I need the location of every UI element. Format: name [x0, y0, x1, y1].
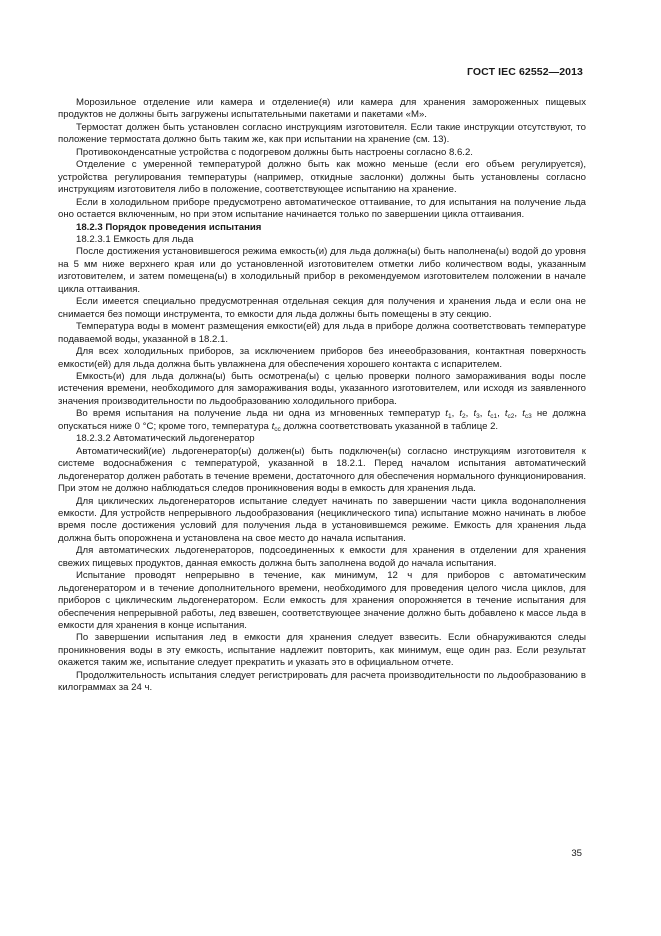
- paragraph-temperatures: [58, 408, 586, 433]
- paragraph: Для всех холодильных приборов, за исключением приборов без инееобразования, контактная поверхность емкости(ей) для льда должна быть увлажнена для обеспечения хорошего контакта с испарителем.: [58, 346, 586, 370]
- subscript: c1: [490, 413, 498, 421]
- paragraph: Если имеется специально предусмотренная отдельная секция для получения и хранения льда и если она не снимается без помощи инструмента, то емкости для льда должны быть помещены в эту секцию.: [58, 296, 586, 320]
- symbol-t: t: [473, 408, 477, 420]
- paragraph: Испытание проводят непрерывно в течение, как минимум, 12 ч для приборов с автоматическим льдогенератором и в течение дополнительного времени, необходимого для проведения целого числа циклов, для приборов с циклическим льдогенератором. Если емкость для хранения опорожняется в течение испытания для обеспечения непрерывной работы, лед взвешен, соответствующее значение должно быть добавлено к массе льда в емкости для хранения в конце испытания.: [58, 570, 586, 632]
- paragraph: По завершении испытания лед в емкости для хранения следует взвесить. Если обнаруживаются следы проникновения воды в эту емкость, испытание надлежит повторить, как минимум, еще один раз. Если результат окажется таким же, испытание следует прекратить и указать это в официальном отчете.: [58, 632, 586, 669]
- symbol-t: t: [522, 408, 525, 420]
- section-heading: 18.2.3 Порядок проведения испытания: [76, 221, 262, 233]
- symbol-t: t: [271, 420, 275, 432]
- subscript: 2: [462, 413, 466, 421]
- paragraph: Морозильное отделение или камера и отделение(я) или камера для хранения замороженных пищевых продуктов не должны быть загружены испытательными пакетами и пакетами «М».: [58, 97, 586, 121]
- symbol-t: t: [459, 408, 463, 420]
- paragraph: Для автоматических льдогенераторов, подсоединенных к емкости для хранения в отделении для хранения свежих пищевых продуктов, данная емкость должна быть заполнена водой до начала испытания.: [58, 545, 586, 569]
- page-number: 35: [571, 848, 582, 859]
- symbol-t: t: [445, 408, 448, 420]
- separator: ,: [465, 408, 474, 420]
- page-body: [58, 97, 586, 695]
- paragraph-text: Во время испытания на получение льда ни одна из мгновенных температур: [76, 408, 441, 420]
- paragraph: После достижения установившегося режима емкость(и) для льда должна(ы) быть наполнена(ы) водой до уровня на 5 мм ниже верхнего края или до установленной изготовителем отметки либо количеством воды, указанным изготовителем, и затем помещена(ы) в холодильный прибор в рекомендуемом изготовителем положении в начале цикла оттаивания.: [58, 246, 586, 295]
- subsection-heading: 18.2.3.1 Емкость для льда: [76, 233, 194, 245]
- paragraph: Продолжительность испытания следует регистрировать для расчета производительности по льдообразованию в килограммах за 24 ч.: [58, 669, 586, 694]
- subscript: 3: [476, 413, 480, 421]
- separator: ,: [514, 408, 523, 420]
- subsection-heading: 18.2.3.2 Автоматический льдогенератор: [76, 433, 255, 445]
- paragraph: Емкость(и) для льда должна(ы) быть осмотрена(ы) с целью проверки полного замораживания воды после истечения времени, необходимого для замораживания воды, указанного изготовителем, или исходя из заявленного значения производительности по льдообразованию холодильного прибора.: [58, 370, 586, 407]
- subscript: c2: [507, 413, 515, 421]
- paragraph: Противоконденсатные устройства с подогревом должны быть настроены согласно 8.6.2.: [76, 146, 473, 158]
- paragraph: Для циклических льдогенераторов испытание следует начинать по завершении части цикла водонаполнения емкости. Для устройств непрерывного льдообразования (нециклического типа) испытание можно начинать в любое время после достижения условий для получения льда в установившемся режиме. Емкость для хранения льда должна быть опорожнена и установлена на свое место до начала испытания.: [58, 495, 586, 544]
- paragraph: Термостат должен быть установлен согласно инструкциям изготовителя. Если такие инструкции отсутствуют, то положение термостата должно быть таким же, как при испытании на хранение (см. 13).: [58, 121, 586, 146]
- paragraph: Если в холодильном приборе предусмотрено автоматическое оттаивание, то для испытания на получение льда оно остается включенным, но при этом испытание начинается только по завершении цикла оттаивания.: [58, 196, 586, 221]
- subscript: 1: [447, 413, 452, 421]
- symbol-t: t: [487, 408, 491, 420]
- separator: ,: [497, 408, 505, 420]
- separator: ,: [479, 408, 488, 420]
- paragraph: Автоматический(ие) льдогенератор(ы) должен(ы) быть подключен(ы) согласно инструкциям изготовителя к системе водоснабжения с температурой, указанной в 18.2.1. Перед началом испытания автоматический льдогенератор должен работать в течение времени, достаточного для обеспечения нормального функционирования. При этом не должно наблюдаться следов проникновения воды в емкость для хранения льда.: [58, 445, 586, 495]
- paragraph: Температура воды в момент размещения емкости(ей) для льда в приборе должна соответствовать температуре подаваемой воды, указанной в 18.2.1.: [58, 321, 586, 345]
- separator: ,: [451, 408, 460, 420]
- standard-number: ГОСТ IEC 62552—2013: [466, 66, 583, 78]
- symbol-t: t: [504, 408, 508, 420]
- subscript: cc: [274, 425, 281, 433]
- paragraph: Отделение с умеренной температурой должно быть как можно меньше (если его объем регулируется), устройства регулирования температуры (например, откидные заслонки) должны быть установлены согласно инструкциям изготовителя либо в положение, соответствующее испытанию на хранение.: [58, 159, 586, 196]
- paragraph-text: не должна опускаться ниже 0 °С; кроме того, температура: [58, 408, 586, 432]
- subscript: c3: [524, 413, 532, 421]
- paragraph-text: должна соответствовать указанной в таблице 2.: [283, 420, 499, 432]
